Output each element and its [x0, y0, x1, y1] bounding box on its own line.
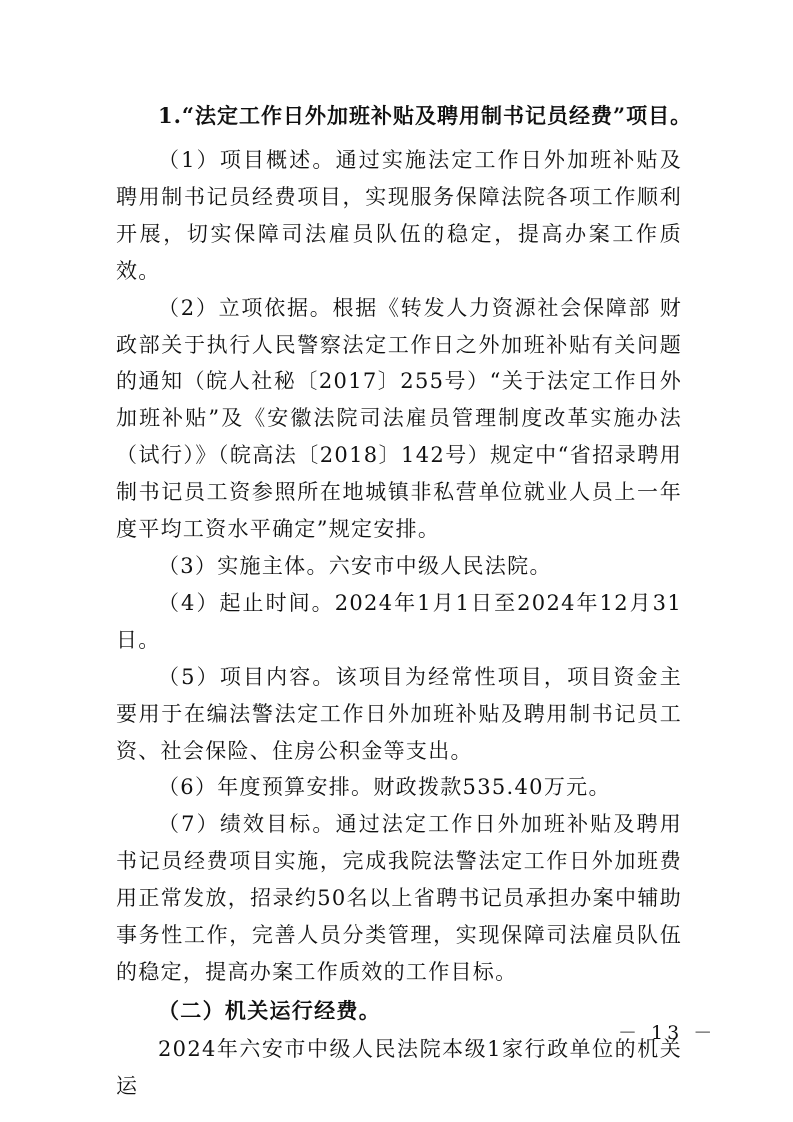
paragraph-goal: （7）绩效目标。通过法定工作日外加班补贴及聘用书记员经费项目实施，完成我院法警法定工作日外加班费用正常发放，招录约50名以上省聘书记员承担办案中辅助事务性工作，完善人员分类管理，实现保障司法雇员队伍的稳定，提高办案工作质效的工作目标。 — [116, 812, 682, 984]
paragraph-basis: （2）立项依据。根据《转发人力资源社会保障部 财政部关于执行人民警察法定工作日之外加班补贴有关问题的通知（皖人社秘〔2017〕255号）“关于法定工作日外加班补贴”及《安徽法院司法雇员管理制度改革实施办法（试行）》（皖高法〔2018〕142号）规定中“省招录聘用制书记员工资参照所在地城镇非私营单位就业人员上一年度平均工资水平确定”规定安排。 — [116, 295, 682, 542]
page-number: － 13 － — [618, 1022, 717, 1044]
paragraph-implementer: （3）实施主体。六安市中级人民法院。 — [158, 553, 552, 578]
paragraph-budget: （6）年度预算安排。财政拨款535.40万元。 — [158, 775, 611, 800]
section-heading: （二）机关运行经费。 — [158, 997, 381, 1023]
section-paragraph: 2024年六安市中级人民法院本级1家行政单位的机关运 — [116, 1036, 682, 1098]
paragraph-content: （5）项目内容。该项目为经常性项目，项目资金主要用于在编法警法定工作日外加班补贴及聘用制书记员工资、社会保险、住房公积金等支出。 — [116, 664, 682, 763]
item-heading: 1.“法定工作日外加班补贴及聘用制书记员经费”项目。 — [158, 103, 693, 128]
paragraph-overview: （1）项目概述。通过实施法定工作日外加班补贴及聘用制书记员经费项目，实现服务保障法院各项工作顺利开展，切实保障司法雇员队伍的稳定，提高办案工作质效。 — [116, 148, 682, 283]
paragraph-period: （4）起止时间。2024年1月1日至2024年12月31日。 — [116, 590, 682, 652]
document-body — [116, 90, 693, 1105]
